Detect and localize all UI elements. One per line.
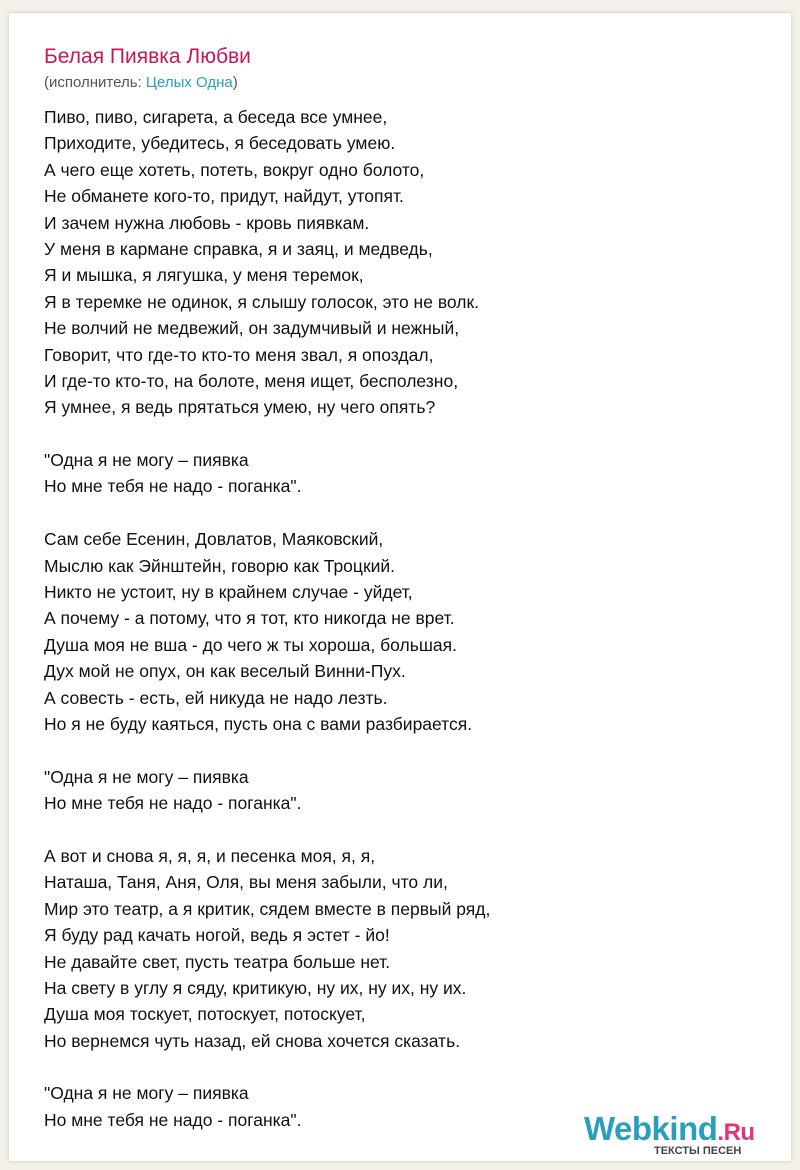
lyric-line: "Одна я не могу – пиявка <box>44 450 249 471</box>
lyric-line: На свету в углу я сяду, критикую, ну их, ну их, ну их. <box>44 977 467 998</box>
webkind-logo[interactable] <box>584 1109 789 1169</box>
lyric-line: Не обманете кого-то, придут, найдут, утопят. <box>44 186 404 207</box>
artist-prefix: (исполнитель: <box>44 74 146 91</box>
brand-tld: .Ru <box>717 1119 755 1146</box>
lyrics-text <box>44 104 774 1133</box>
lyric-line: И зачем нужна любовь - кровь пиявкам. <box>44 212 370 233</box>
stanza-gap <box>44 737 774 763</box>
lyric-line: "Одна я не могу – пиявка <box>44 766 249 787</box>
lyric-line: Пиво, пиво, сигарета, а беседа все умнее, <box>44 107 388 127</box>
lyric-line: Наташа, Таня, Аня, Оля, вы меня забыли, что ли, <box>44 872 448 893</box>
lyric-line: Я буду рад качать ногой, ведь я эстет - йо! <box>44 925 390 946</box>
lyric-line: "Одна я не могу – пиявка <box>44 1083 249 1104</box>
lyric-line: И где-то кто-то, на болоте, меня ищет, бесполезно, <box>44 370 459 391</box>
lyric-line: А почему - а потому, что я тот, кто никогда не врет. <box>44 608 455 629</box>
lyrics-sheet <box>8 12 792 1162</box>
lyric-line: Но мне тебя не надо - поганка". <box>44 793 302 814</box>
lyric-line: Никто не устоит, ну в крайнем случае - уйдет, <box>44 582 413 603</box>
brand-name: Webkind <box>584 1110 718 1147</box>
lyric-line: Душа моя не вша - до чего ж ты хороша, большая. <box>44 634 457 655</box>
artist-line <box>44 73 238 93</box>
lyric-line: А совесть - есть, ей никуда не надо лезть. <box>44 687 388 708</box>
lyric-line: Но вернемся чуть назад, ей снова хочется сказать. <box>44 1030 461 1051</box>
lyric-line: Говорит, что где-то кто-то меня звал, я опоздал, <box>44 344 434 365</box>
lyric-line: Дух мой не опух, он как веселый Винни-Пух. <box>44 661 406 682</box>
lyric-line: Мир это театр, а я критик, сядем вместе в первый ряд, <box>44 898 491 919</box>
artist-suffix: ) <box>232 74 238 91</box>
lyric-line: Сам себе Есенин, Довлатов, Маяковский, <box>44 529 384 550</box>
lyric-line: А вот и снова я, я, я, и песенка моя, я, я, <box>44 845 376 866</box>
stanza-gap <box>44 817 774 843</box>
artist-link[interactable]: Целых Одна <box>145 74 233 91</box>
lyric-line: У меня в кармане справка, я и заяц, и медведь, <box>44 238 433 259</box>
lyric-line: Но я не буду каяться, пусть она с вами разбирается. <box>44 713 473 734</box>
stanza-gap <box>44 421 774 447</box>
lyric-line: А чего еще хотеть, потеть, вокруг одно болото, <box>44 159 425 180</box>
lyric-line: Но мне тебя не надо - поганка". <box>44 1109 302 1130</box>
lyric-line: Но мне тебя не надо - поганка". <box>44 476 302 497</box>
lyric-line: Я и мышка, я лягушка, у меня теремок, <box>44 265 364 286</box>
lyric-line: Не волчий не медвежий, он задумчивый и нежный, <box>44 318 460 339</box>
stanza-gap <box>44 1054 774 1080</box>
lyric-line: Приходите, убедитесь, я беседовать умею. <box>44 133 396 154</box>
lyric-line: Мыслю как Эйнштейн, говорю как Троцкий. <box>44 555 396 576</box>
lyric-line: Я умнее, я ведь прятаться умею, ну чего опять? <box>44 397 436 418</box>
lyric-line: Не давайте свет, пусть театра больше нет. <box>44 951 391 972</box>
brand-tagline: ТЕКСТЫ ПЕСЕН <box>654 1145 742 1157</box>
stanza-gap <box>44 500 774 526</box>
lyric-line: Душа моя тоскует, потоскует, потоскует, <box>44 1004 366 1025</box>
lyric-line: Я в теремке не одинок, я слышу голосок, это не волк. <box>44 291 479 312</box>
song-title: Белая Пиявка Любви <box>44 45 251 68</box>
